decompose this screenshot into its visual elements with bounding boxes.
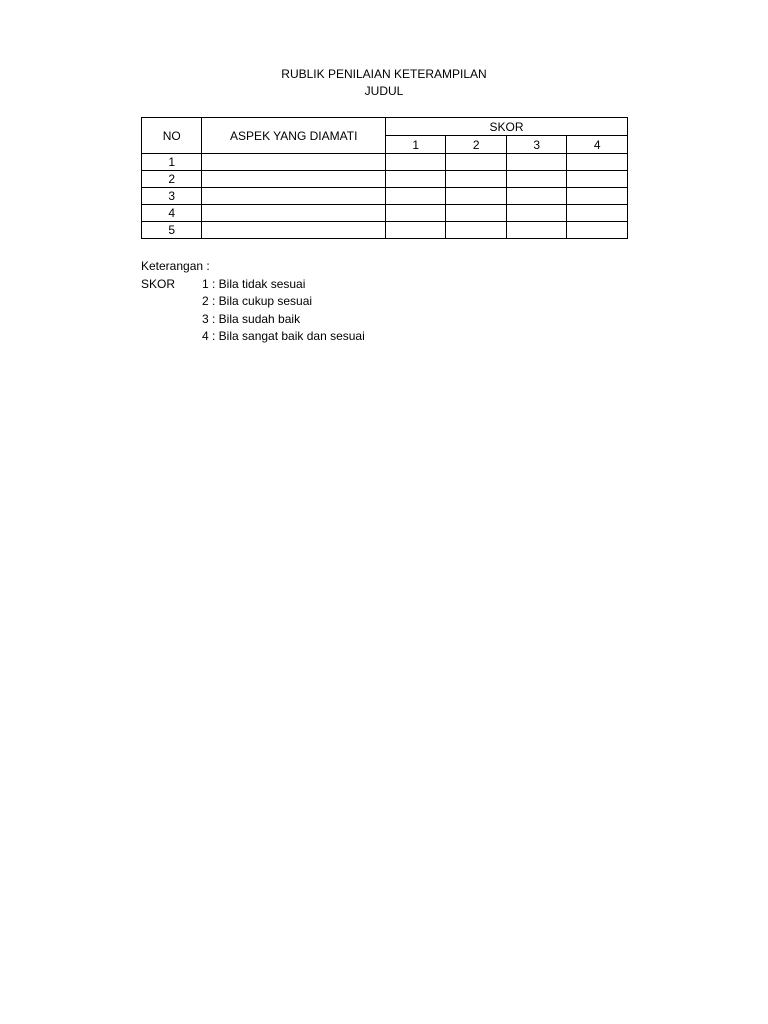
table-row: [142, 222, 628, 239]
row-skor-cell: [567, 205, 628, 222]
row-skor-cell: [506, 188, 566, 205]
header-skor-1: 1: [385, 136, 445, 154]
row-skor-cell: [446, 188, 506, 205]
header-skor-3: 3: [506, 136, 566, 154]
table-header-row: [142, 118, 628, 136]
row-skor-cell: [506, 205, 566, 222]
row-skor-cell: [385, 205, 445, 222]
row-skor-cell: [385, 222, 445, 239]
row-skor-cell: [446, 205, 506, 222]
row-no: 1: [142, 154, 202, 171]
row-skor-cell: [567, 188, 628, 205]
table-row: [142, 188, 628, 205]
legend-title: Keterangan :: [141, 259, 210, 273]
document-title: RUBLIK PENILAIAN KETERAMPILAN: [281, 67, 487, 81]
table-row: [142, 205, 628, 222]
row-skor-cell: [506, 222, 566, 239]
table-row: [142, 154, 628, 171]
legend-item: 3 : Bila sudah baik: [202, 312, 301, 326]
row-skor-cell: [446, 154, 506, 171]
legend-item: 4 : Bila sangat baik dan sesuai: [202, 329, 365, 343]
row-aspek: [202, 171, 386, 188]
row-no: 4: [142, 205, 202, 222]
row-skor-cell: [567, 154, 628, 171]
row-skor-cell: [446, 222, 506, 239]
row-skor-cell: [385, 154, 445, 171]
row-aspek: [202, 205, 386, 222]
header-skor-4: 4: [567, 136, 628, 154]
row-aspek: [202, 222, 386, 239]
header-no: NO: [142, 118, 202, 154]
legend-skor-label: SKOR: [141, 277, 176, 291]
row-skor-cell: [506, 154, 566, 171]
row-aspek: [202, 154, 386, 171]
row-no: 3: [142, 188, 202, 205]
header-skor-2: 2: [446, 136, 506, 154]
header-skor: SKOR: [385, 118, 627, 136]
row-skor-cell: [506, 171, 566, 188]
legend-item: 1 : Bila tidak sesuai: [202, 277, 306, 291]
row-skor-cell: [446, 171, 506, 188]
legend-item: 2 : Bila cukup sesuai: [202, 294, 313, 308]
row-aspek: [202, 188, 386, 205]
row-skor-cell: [385, 171, 445, 188]
rubric-table: [141, 117, 628, 239]
row-skor-cell: [385, 188, 445, 205]
row-skor-cell: [567, 171, 628, 188]
document-subtitle: JUDUL: [364, 84, 404, 98]
row-no: 5: [142, 222, 202, 239]
row-no: 2: [142, 171, 202, 188]
table-row: [142, 171, 628, 188]
row-skor-cell: [567, 222, 628, 239]
header-aspek: ASPEK YANG DIAMATI: [202, 118, 386, 154]
